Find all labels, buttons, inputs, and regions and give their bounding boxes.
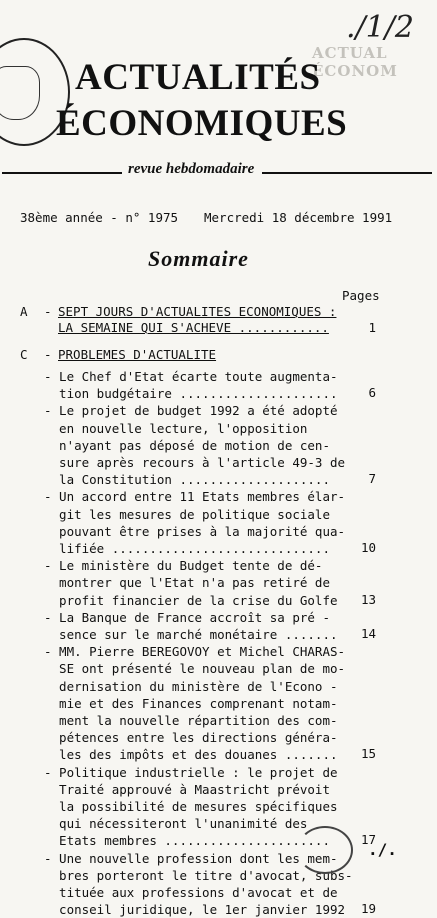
section-heading <box>58 304 336 336</box>
section-letter: A <box>20 304 28 319</box>
section-dash: - <box>44 347 52 362</box>
section-heading <box>58 347 216 363</box>
contents-item-line: pouvant être prises à la majorité qua- <box>44 523 346 539</box>
contents-item <box>44 764 338 850</box>
coat-of-arms-icon <box>0 66 40 120</box>
contents-title: Sommaire <box>148 246 249 271</box>
pages-column-header: Pages <box>342 288 380 303</box>
page-number: 19 <box>360 901 376 917</box>
faded-stamp-line: ÉCONOM <box>312 62 398 80</box>
contents-item-line: les des impôts et des douanes ....... <box>44 747 338 763</box>
section-heading-line: SEPT JOURS D'ACTUALITES ECONOMIQUES : <box>58 304 337 319</box>
contents-item-line: montrer que l'Etat n'a pas retiré de <box>44 575 330 591</box>
contents-item-line: - Le projet de budget 1992 a été adopté <box>44 403 338 419</box>
contents-item-line: - Politique industrielle : le projet de <box>44 764 338 780</box>
contents-item-line: bres porteront le titre d'avocat, subs- <box>44 867 353 883</box>
page-number: 6 <box>368 385 376 401</box>
contents-item-line: profit financier de la crise du Golfe <box>44 592 338 608</box>
contents-item <box>44 402 345 488</box>
contents-item-line: la Constitution .................... <box>44 472 330 488</box>
contents-item-line: - Un accord entre 11 Etats membres élar- <box>44 489 346 505</box>
section-letter: C <box>20 347 28 362</box>
subtitle-rule-right <box>262 172 432 174</box>
continued-mark: ./. <box>368 840 397 859</box>
contents-item-line: lifiée ............................. <box>44 541 330 556</box>
contents-item-line: - Le Chef d'Etat écarte toute augmenta- <box>44 369 338 384</box>
contents-item-line: - Le ministère du Budget tente de dé- <box>44 558 323 574</box>
section-heading-line: LA SEMAINE QUI S'ACHEVE ............ <box>58 320 329 335</box>
masthead-title-line1: ACTUALITÉS <box>75 57 321 98</box>
contents-item <box>44 609 338 643</box>
contents-item-line: sure après recours à l'article 49-3 de <box>44 455 346 470</box>
issue-date: Mercredi 18 décembre 1991 <box>204 210 393 225</box>
masthead-title-line2: ÉCONOMIQUES <box>56 103 348 144</box>
seal-stamp <box>297 826 353 874</box>
faded-stamp <box>312 44 398 80</box>
contents-item-line: en nouvelle lecture, l'opposition <box>44 420 308 436</box>
masthead-subtitle: revue hebdomadaire <box>128 161 255 177</box>
page-number: 1 <box>368 320 376 335</box>
contents-item-line: qui nécessiteront l'unanimité des <box>44 816 308 832</box>
handwritten-reference: ./1/2 <box>346 10 414 45</box>
contents-item-line: n'ayant pas déposé de motion de cen- <box>44 437 330 453</box>
contents-item <box>44 368 338 402</box>
contents-item-line: git les mesures de politique sociale <box>44 506 330 522</box>
section-dash: - <box>44 304 52 319</box>
page-number: 13 <box>360 591 376 607</box>
page-number: 7 <box>368 471 376 487</box>
contents-item <box>44 557 338 609</box>
contents-item-line: Etats membres ...................... <box>44 833 330 849</box>
page-number: 17 <box>360 832 376 848</box>
contents-item-line: pétences entre les directions généra- <box>44 730 338 746</box>
contents-item-line: SE ont présenté le nouveau plan de mo- <box>44 661 346 677</box>
page-number: 14 <box>360 626 376 641</box>
page-number: 10 <box>360 540 376 555</box>
contents-item-line: sence sur le marché monétaire ....... <box>44 627 338 642</box>
contents-item-line: - Une nouvelle profession dont les mem- <box>44 850 338 866</box>
subtitle-rule-left <box>2 172 122 174</box>
contents-item <box>44 488 345 557</box>
contents-item-line: la possibilité de mesures spécifiques <box>44 799 338 814</box>
contents-item-line: Traité approuvé à Maastricht prévoit <box>44 781 330 797</box>
contents-item <box>44 643 345 763</box>
contents-item-line: - MM. Pierre BEREGOVOY et Michel CHARAS- <box>44 644 346 660</box>
issue-number: 38ème année - n° 1975 <box>20 210 179 225</box>
contents-item-line: - La Banque de France accroît sa pré - <box>44 609 330 625</box>
contents-item-line: mie et des Finances comprenant notam- <box>44 695 338 711</box>
faded-stamp-line: ACTUAL <box>312 44 388 62</box>
contents-item-line: conseil juridique, le 1er janvier 1992 <box>44 902 346 918</box>
contents-item-line: tion budgétaire ..................... <box>44 386 338 402</box>
section-heading-line: PROBLEMES D'ACTUALITE <box>58 347 217 362</box>
contents-item-line: ment la nouvelle répartition des com- <box>44 713 338 728</box>
contents-item-line: dernisation du ministère de l'Econo - <box>44 678 338 694</box>
page-number: 15 <box>360 746 376 762</box>
contents-item-line: tituée aux professions d'avocat et de <box>44 885 338 900</box>
